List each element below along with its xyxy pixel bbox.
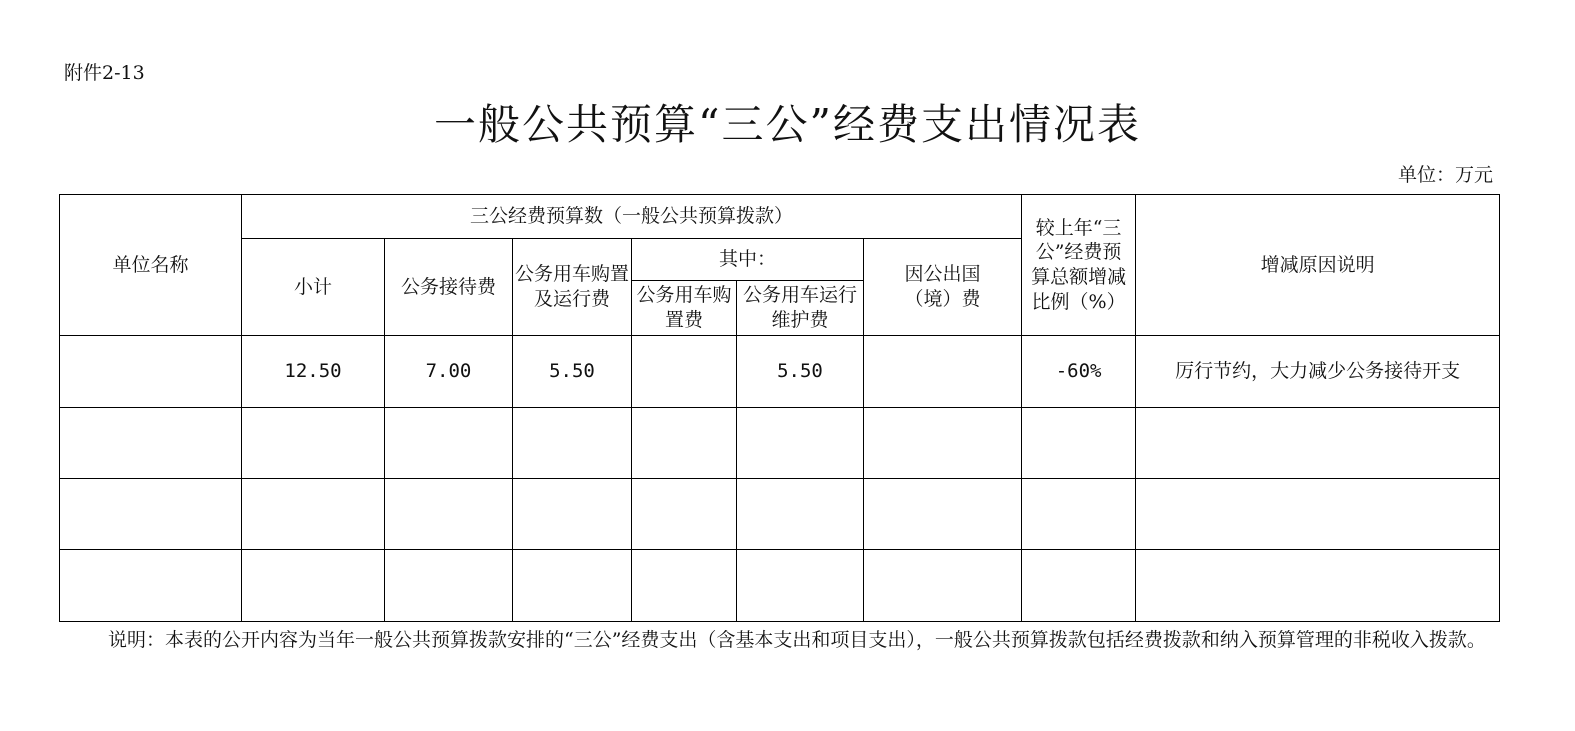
cell-subtotal [242,408,385,479]
cell-unit-name [60,479,242,550]
cell-unit-name [60,336,242,408]
cell-vehicle [513,550,632,622]
header-of-which: 其中： [632,239,864,281]
table-row [60,336,1500,408]
cell-vehicle-maintenance [737,479,864,550]
cell-change-ratio [1022,408,1136,479]
cell-reason [1136,550,1500,622]
cell-vehicle [513,408,632,479]
attachment-label: 附件2-13 [64,62,145,84]
cell-unit-name [60,408,242,479]
cell-change-ratio [1022,479,1136,550]
cell-subtotal [242,479,385,550]
cell-subtotal [242,550,385,622]
footnote: 说明：本表的公开内容为当年一般公共预算拨款安排的“三公”经费支出（含基本支出和项目支出），一般公共预算拨款包括经费拨款和纳入预算管理的非税收入拨款。 [108,629,1486,651]
header-subtotal: 小计 [242,239,385,336]
header-abroad: 因公出国（境）费 [864,239,1022,336]
header-row-1 [60,195,1500,239]
cell-reception: 7.00 [385,336,513,408]
unit-label: 单位：万元 [1397,164,1493,186]
cell-reception [385,408,513,479]
cell-vehicle [513,479,632,550]
cell-abroad [864,336,1022,408]
cell-reception [385,479,513,550]
cell-vehicle-purchase [632,479,737,550]
cell-vehicle-maintenance [737,550,864,622]
table-row [60,550,1500,622]
table-row [60,479,1500,550]
header-reason: 增减原因说明 [1136,195,1500,336]
page-title: 一般公共预算“三公”经费支出情况表 [434,100,1141,149]
cell-reception [385,550,513,622]
cell-vehicle-maintenance [737,408,864,479]
header-reception: 公务接待费 [385,239,513,336]
table-row [60,408,1500,479]
header-budget-group: 三公经费预算数（一般公共预算拨款） [242,195,1022,239]
cell-change-ratio: -60% [1022,336,1136,408]
cell-change-ratio [1022,550,1136,622]
cell-vehicle-purchase [632,336,737,408]
expense-table [59,194,1500,622]
cell-vehicle: 5.50 [513,336,632,408]
cell-abroad [864,479,1022,550]
header-change-ratio: 较上年“三公”经费预算总额增减比例（%） [1022,195,1136,336]
cell-abroad [864,408,1022,479]
cell-vehicle-maintenance: 5.50 [737,336,864,408]
cell-abroad [864,550,1022,622]
cell-reason [1136,479,1500,550]
cell-vehicle-purchase [632,408,737,479]
cell-vehicle-purchase [632,550,737,622]
header-vehicle: 公务用车购置及运行费 [513,239,632,336]
cell-subtotal: 12.50 [242,336,385,408]
header-unit-name: 单位名称 [60,195,242,336]
cell-unit-name [60,550,242,622]
cell-reason [1136,408,1500,479]
header-vehicle-maintenance: 公务用车运行维护费 [737,281,864,336]
cell-reason: 厉行节约，大力减少公务接待开支 [1136,336,1500,408]
header-vehicle-purchase: 公务用车购置费 [632,281,737,336]
